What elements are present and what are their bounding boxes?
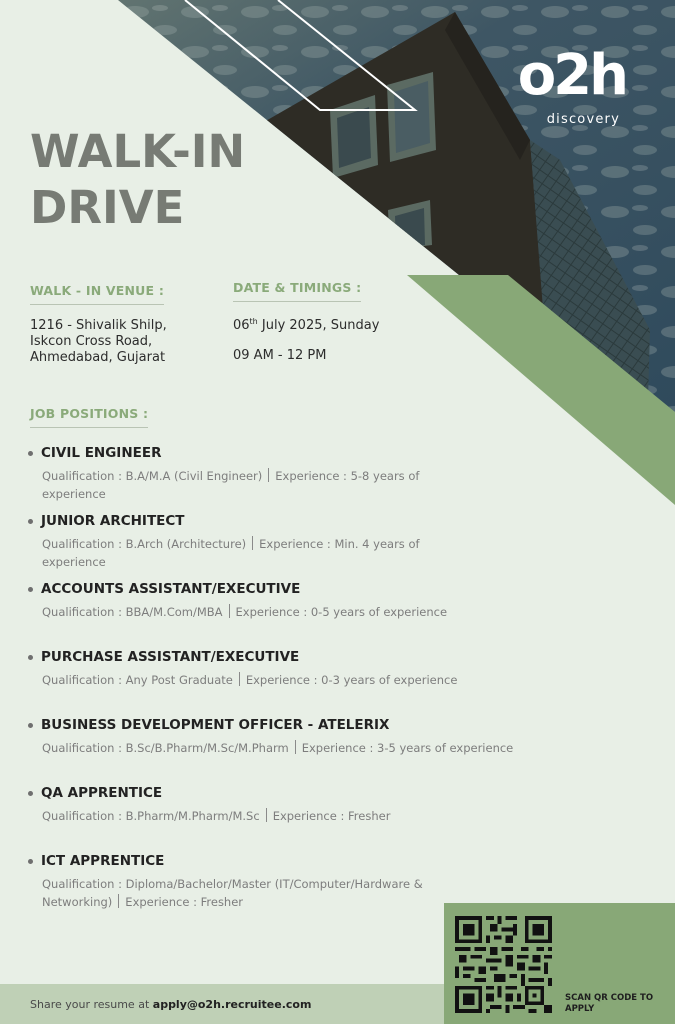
- job-qualification: Qualification : B.Sc/B.Pharm/M.Sc/M.Pharm: [42, 741, 289, 755]
- bullet-icon: [28, 587, 33, 592]
- job-title: ACCOUNTS ASSISTANT/EXECUTIVE: [41, 581, 301, 597]
- footer-resume-text: [30, 998, 311, 1011]
- job-title: ICT APPRENTICE: [41, 853, 165, 869]
- address-line-3: Ahmedabad, Gujarat: [30, 350, 166, 365]
- qr-panel: [444, 903, 675, 1024]
- job-title: PURCHASE ASSISTANT/EXECUTIVE: [41, 649, 300, 665]
- job-experience: Experience : Fresher: [125, 895, 244, 909]
- footer-prefix: Share your resume at: [30, 998, 153, 1011]
- job-experience: Experience : 0-5 years of experience: [235, 605, 448, 619]
- job-qualification: Qualification : BBA/M.Com/MBA: [42, 605, 223, 619]
- job-experience: Experience : 0-3 years of experience: [245, 673, 458, 687]
- separator: [229, 604, 230, 618]
- bullet-icon: [28, 859, 33, 864]
- bullet-icon: [28, 451, 33, 456]
- event-date-rest: July 2025, Sunday: [257, 318, 380, 333]
- job-qualification: Qualification : B.Pharm/M.Pharm/M.Sc: [42, 809, 260, 823]
- event-day: 06: [233, 318, 250, 333]
- job-title: CIVIL ENGINEER: [41, 445, 162, 461]
- job-title: JUNIOR ARCHITECT: [41, 513, 185, 529]
- o2h-discovery-logo: [476, 43, 626, 127]
- job-item: [28, 512, 568, 580]
- apply-email-link[interactable]: apply@o2h.recruitee.com: [152, 998, 312, 1011]
- job-experience: Experience : Min. 4 years of experience: [42, 537, 420, 569]
- job-experience: Experience : 5-8 years of experience: [42, 469, 420, 501]
- job-item: [28, 716, 568, 784]
- job-item: [28, 648, 568, 716]
- scan-qr-label: SCAN QR CODE TO APPLY: [565, 993, 654, 1014]
- bullet-icon: [28, 791, 33, 796]
- job-item: [28, 784, 568, 852]
- bullet-icon: [28, 723, 33, 728]
- logo-mark: o2h: [517, 43, 626, 108]
- job-qualification: Qualification : B.Arch (Architecture): [42, 537, 247, 551]
- separator: [268, 468, 269, 482]
- title-line-1: WALK-IN: [30, 125, 246, 178]
- date-timings-heading: DATE & TIMINGS :: [233, 280, 361, 302]
- logo-subtitle: discovery: [546, 112, 620, 127]
- job-experience: Experience : Fresher: [272, 809, 391, 823]
- separator: [295, 740, 296, 754]
- venue-address: [30, 318, 220, 366]
- qr-code-icon[interactable]: [455, 916, 552, 1013]
- address-line-2: Iskcon Cross Road,: [30, 334, 153, 349]
- job-qualification: Qualification : B.A/M.A (Civil Engineer): [42, 469, 263, 483]
- event-time: 09 AM - 12 PM: [233, 348, 327, 363]
- job-positions-heading: JOB POSITIONS :: [30, 406, 148, 428]
- job-item: [28, 444, 568, 512]
- separator: [266, 808, 267, 822]
- venue-heading: WALK - IN VENUE :: [30, 283, 164, 305]
- job-title: QA APPRENTICE: [41, 785, 163, 801]
- bullet-icon: [28, 655, 33, 660]
- address-line-1: 1216 - Shivalik Shilp,: [30, 318, 167, 333]
- separator: [239, 672, 240, 686]
- event-date: [233, 318, 379, 334]
- page-title: [30, 124, 245, 236]
- bullet-icon: [28, 519, 33, 524]
- job-title: BUSINESS DEVELOPMENT OFFICER - ATELERIX: [41, 717, 390, 733]
- job-qualification: Qualification : Any Post Graduate: [42, 673, 233, 687]
- separator: [252, 536, 253, 550]
- job-list: [28, 444, 568, 920]
- job-qualification: Qualification : Diploma/Bachelor/Master (IT/Computer/Hardware & Networking): [42, 877, 423, 909]
- separator: [118, 894, 119, 908]
- title-line-2: DRIVE: [30, 181, 185, 234]
- job-experience: Experience : 3-5 years of experience: [301, 741, 514, 755]
- job-item: [28, 580, 568, 648]
- day-suffix: th: [249, 317, 258, 326]
